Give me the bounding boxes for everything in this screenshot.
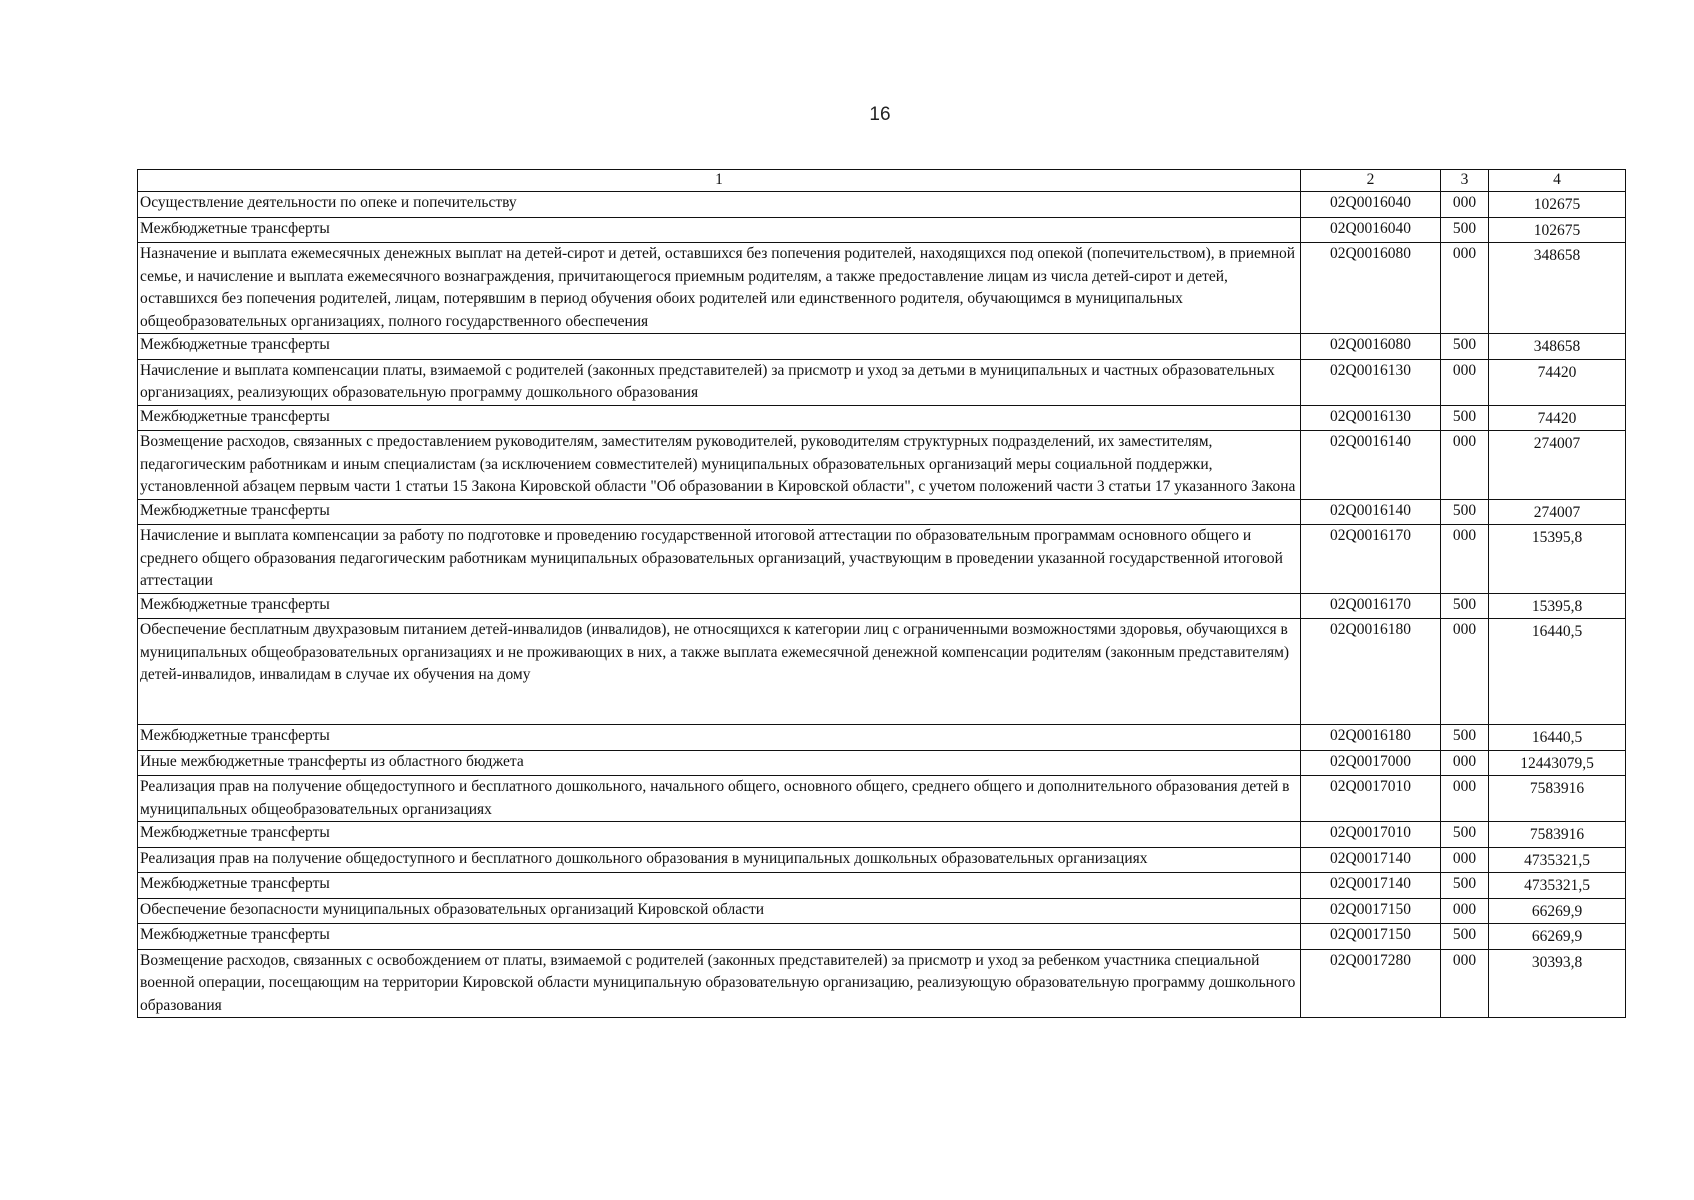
row-expense-type: 000 xyxy=(1441,750,1489,776)
row-expense-type: 000 xyxy=(1441,949,1489,1018)
row-name: Возмещение расходов, связанных с освобождением от платы, взимаемой с родителей (законных представителей) за присмотр и уход за ребенком участника специальной военной операции, посещающим на территории Кировской области муниципальную образовательную организацию, реализующую образовательную программу дошкольного образования xyxy=(138,949,1301,1018)
row-amount: 348658 xyxy=(1489,334,1626,360)
row-code: 02Q0016170 xyxy=(1301,593,1441,619)
table-row xyxy=(138,431,1626,500)
header-row xyxy=(138,170,1626,192)
row-name: Обеспечение безопасности муниципальных образовательных организаций Кировской области xyxy=(138,898,1301,924)
row-expense-type: 000 xyxy=(1441,431,1489,500)
row-expense-type: 500 xyxy=(1441,822,1489,848)
row-code: 02Q0017010 xyxy=(1301,776,1441,822)
table-row xyxy=(138,334,1626,360)
row-expense-type: 500 xyxy=(1441,217,1489,243)
row-amount: 102675 xyxy=(1489,217,1626,243)
row-code: 02Q0016170 xyxy=(1301,525,1441,594)
row-code: 02Q0016040 xyxy=(1301,217,1441,243)
row-name: Начисление и выплата компенсации за работу по подготовке и проведению государственной итоговой аттестации по образовательным программам основного общего и среднего общего образования педагогическим работникам муниципальных образовательных организаций, участвующим в проведении указанной государственной итоговой аттестации xyxy=(138,525,1301,594)
table-row xyxy=(138,898,1626,924)
page-number: 16 xyxy=(869,104,891,125)
table-row xyxy=(138,822,1626,848)
row-code: 02Q0017010 xyxy=(1301,822,1441,848)
row-code: 02Q0017140 xyxy=(1301,847,1441,873)
row-expense-type: 500 xyxy=(1441,593,1489,619)
row-code: 02Q0017280 xyxy=(1301,949,1441,1018)
row-amount: 15395,8 xyxy=(1489,593,1626,619)
table-body xyxy=(138,192,1626,1018)
header-col-1: 1 xyxy=(138,170,1301,192)
row-name: Межбюджетные трансферты xyxy=(138,924,1301,950)
row-amount: 16440,5 xyxy=(1489,725,1626,751)
table-row xyxy=(138,847,1626,873)
row-expense-type: 000 xyxy=(1441,847,1489,873)
row-amount: 7583916 xyxy=(1489,776,1626,822)
row-code: 02Q0017000 xyxy=(1301,750,1441,776)
row-amount: 74420 xyxy=(1489,405,1626,431)
row-amount: 66269,9 xyxy=(1489,898,1626,924)
row-amount: 30393,8 xyxy=(1489,949,1626,1018)
row-code: 02Q0016140 xyxy=(1301,431,1441,500)
row-expense-type: 000 xyxy=(1441,619,1489,725)
row-amount: 274007 xyxy=(1489,499,1626,525)
header-col-3: 3 xyxy=(1441,170,1489,192)
row-expense-type: 500 xyxy=(1441,873,1489,899)
row-code: 02Q0017150 xyxy=(1301,898,1441,924)
row-code: 02Q0016080 xyxy=(1301,334,1441,360)
row-amount: 274007 xyxy=(1489,431,1626,500)
row-code: 02Q0017150 xyxy=(1301,924,1441,950)
row-name: Иные межбюджетные трансферты из областного бюджета xyxy=(138,750,1301,776)
row-expense-type: 000 xyxy=(1441,192,1489,218)
row-amount: 74420 xyxy=(1489,359,1626,405)
row-name: Межбюджетные трансферты xyxy=(138,217,1301,243)
row-name: Возмещение расходов, связанных с предоставлением руководителям, заместителям руководителей, руководителям структурных подразделений, их заместителям, педагогическим работникам и иным специалистам (за исключением совместителей) муниципальных образовательных организаций меры социальной поддержки, установленной абзацем первым части 1 статьи 15 Закона Кировской области "Об образовании в Кировской области", с учетом положений части 3 статьи 17 указанного Закона xyxy=(138,431,1301,500)
row-expense-type: 000 xyxy=(1441,243,1489,334)
row-amount: 16440,5 xyxy=(1489,619,1626,725)
header-col-2: 2 xyxy=(1301,170,1441,192)
row-expense-type: 000 xyxy=(1441,898,1489,924)
row-code: 02Q0016040 xyxy=(1301,192,1441,218)
table-row xyxy=(138,405,1626,431)
table-row xyxy=(138,873,1626,899)
row-code: 02Q0016130 xyxy=(1301,405,1441,431)
row-code: 02Q0016140 xyxy=(1301,499,1441,525)
row-amount: 15395,8 xyxy=(1489,525,1626,594)
table-row xyxy=(138,750,1626,776)
row-name: Осуществление деятельности по опеке и попечительству xyxy=(138,192,1301,218)
row-code: 02Q0016180 xyxy=(1301,725,1441,751)
table-row xyxy=(138,359,1626,405)
row-amount: 4735321,5 xyxy=(1489,873,1626,899)
row-name: Реализация прав на получение общедоступного и бесплатного дошкольного образования в муниципальных дошкольных образовательных организациях xyxy=(138,847,1301,873)
row-name: Межбюджетные трансферты xyxy=(138,873,1301,899)
row-amount: 4735321,5 xyxy=(1489,847,1626,873)
row-amount: 66269,9 xyxy=(1489,924,1626,950)
header-col-4: 4 xyxy=(1489,170,1626,192)
row-code: 02Q0016180 xyxy=(1301,619,1441,725)
row-name: Межбюджетные трансферты xyxy=(138,725,1301,751)
row-name: Межбюджетные трансферты xyxy=(138,334,1301,360)
row-code: 02Q0016130 xyxy=(1301,359,1441,405)
row-expense-type: 500 xyxy=(1441,334,1489,360)
row-expense-type: 500 xyxy=(1441,499,1489,525)
row-name: Реализация прав на получение общедоступного и бесплатного дошкольного, начального общего, основного общего, среднего общего и дополнительного образования детей в муниципальных общеобразовательных организациях xyxy=(138,776,1301,822)
table-row xyxy=(138,619,1626,725)
row-expense-type: 000 xyxy=(1441,776,1489,822)
budget-table xyxy=(137,169,1626,1018)
table-row xyxy=(138,593,1626,619)
table-row xyxy=(138,924,1626,950)
row-name: Межбюджетные трансферты xyxy=(138,822,1301,848)
row-expense-type: 500 xyxy=(1441,405,1489,431)
table-row xyxy=(138,499,1626,525)
table-row xyxy=(138,725,1626,751)
row-amount: 12443079,5 xyxy=(1489,750,1626,776)
row-amount: 102675 xyxy=(1489,192,1626,218)
row-name: Обеспечение бесплатным двухразовым питанием детей-инвалидов (инвалидов), не относящихся к категории лиц с ограниченными возможностями здоровья, обучающихся в муниципальных общеобразовательных организациях и не проживающих в них, а также выплата ежемесячной денежной компенсации родителям (законным представителям) детей-инвалидов, инвалидам в случае их обучения на дому xyxy=(138,619,1301,725)
table-row xyxy=(138,525,1626,594)
table-row xyxy=(138,776,1626,822)
table-row xyxy=(138,949,1626,1018)
row-name: Межбюджетные трансферты xyxy=(138,593,1301,619)
row-name: Межбюджетные трансферты xyxy=(138,499,1301,525)
row-expense-type: 500 xyxy=(1441,924,1489,950)
table-header xyxy=(138,170,1626,192)
row-code: 02Q0016080 xyxy=(1301,243,1441,334)
row-name: Назначение и выплата ежемесячных денежных выплат на детей-сирот и детей, оставшихся без попечения родителей, находящихся под опекой (попечительством), в приемной семье, и начисление и выплата ежемесячного вознаграждения, причитающегося приемным родителям, а также предоставление лицам из числа детей-сирот и детей, оставшихся без попечения родителей, лицам, потерявшим в период обучения обоих родителей или единственного родителя, обучающимся в муниципальных общеобразовательных организациях, полного государственного обеспечения xyxy=(138,243,1301,334)
table-row xyxy=(138,243,1626,334)
row-amount: 348658 xyxy=(1489,243,1626,334)
table-row xyxy=(138,217,1626,243)
row-name: Начисление и выплата компенсации платы, взимаемой с родителей (законных представителей) за присмотр и уход за детьми в муниципальных и частных образовательных организациях, реализующих образовательную программу дошкольного образования xyxy=(138,359,1301,405)
table-row xyxy=(138,192,1626,218)
row-code: 02Q0017140 xyxy=(1301,873,1441,899)
row-amount: 7583916 xyxy=(1489,822,1626,848)
row-expense-type: 000 xyxy=(1441,525,1489,594)
row-expense-type: 500 xyxy=(1441,725,1489,751)
row-name: Межбюджетные трансферты xyxy=(138,405,1301,431)
row-expense-type: 000 xyxy=(1441,359,1489,405)
